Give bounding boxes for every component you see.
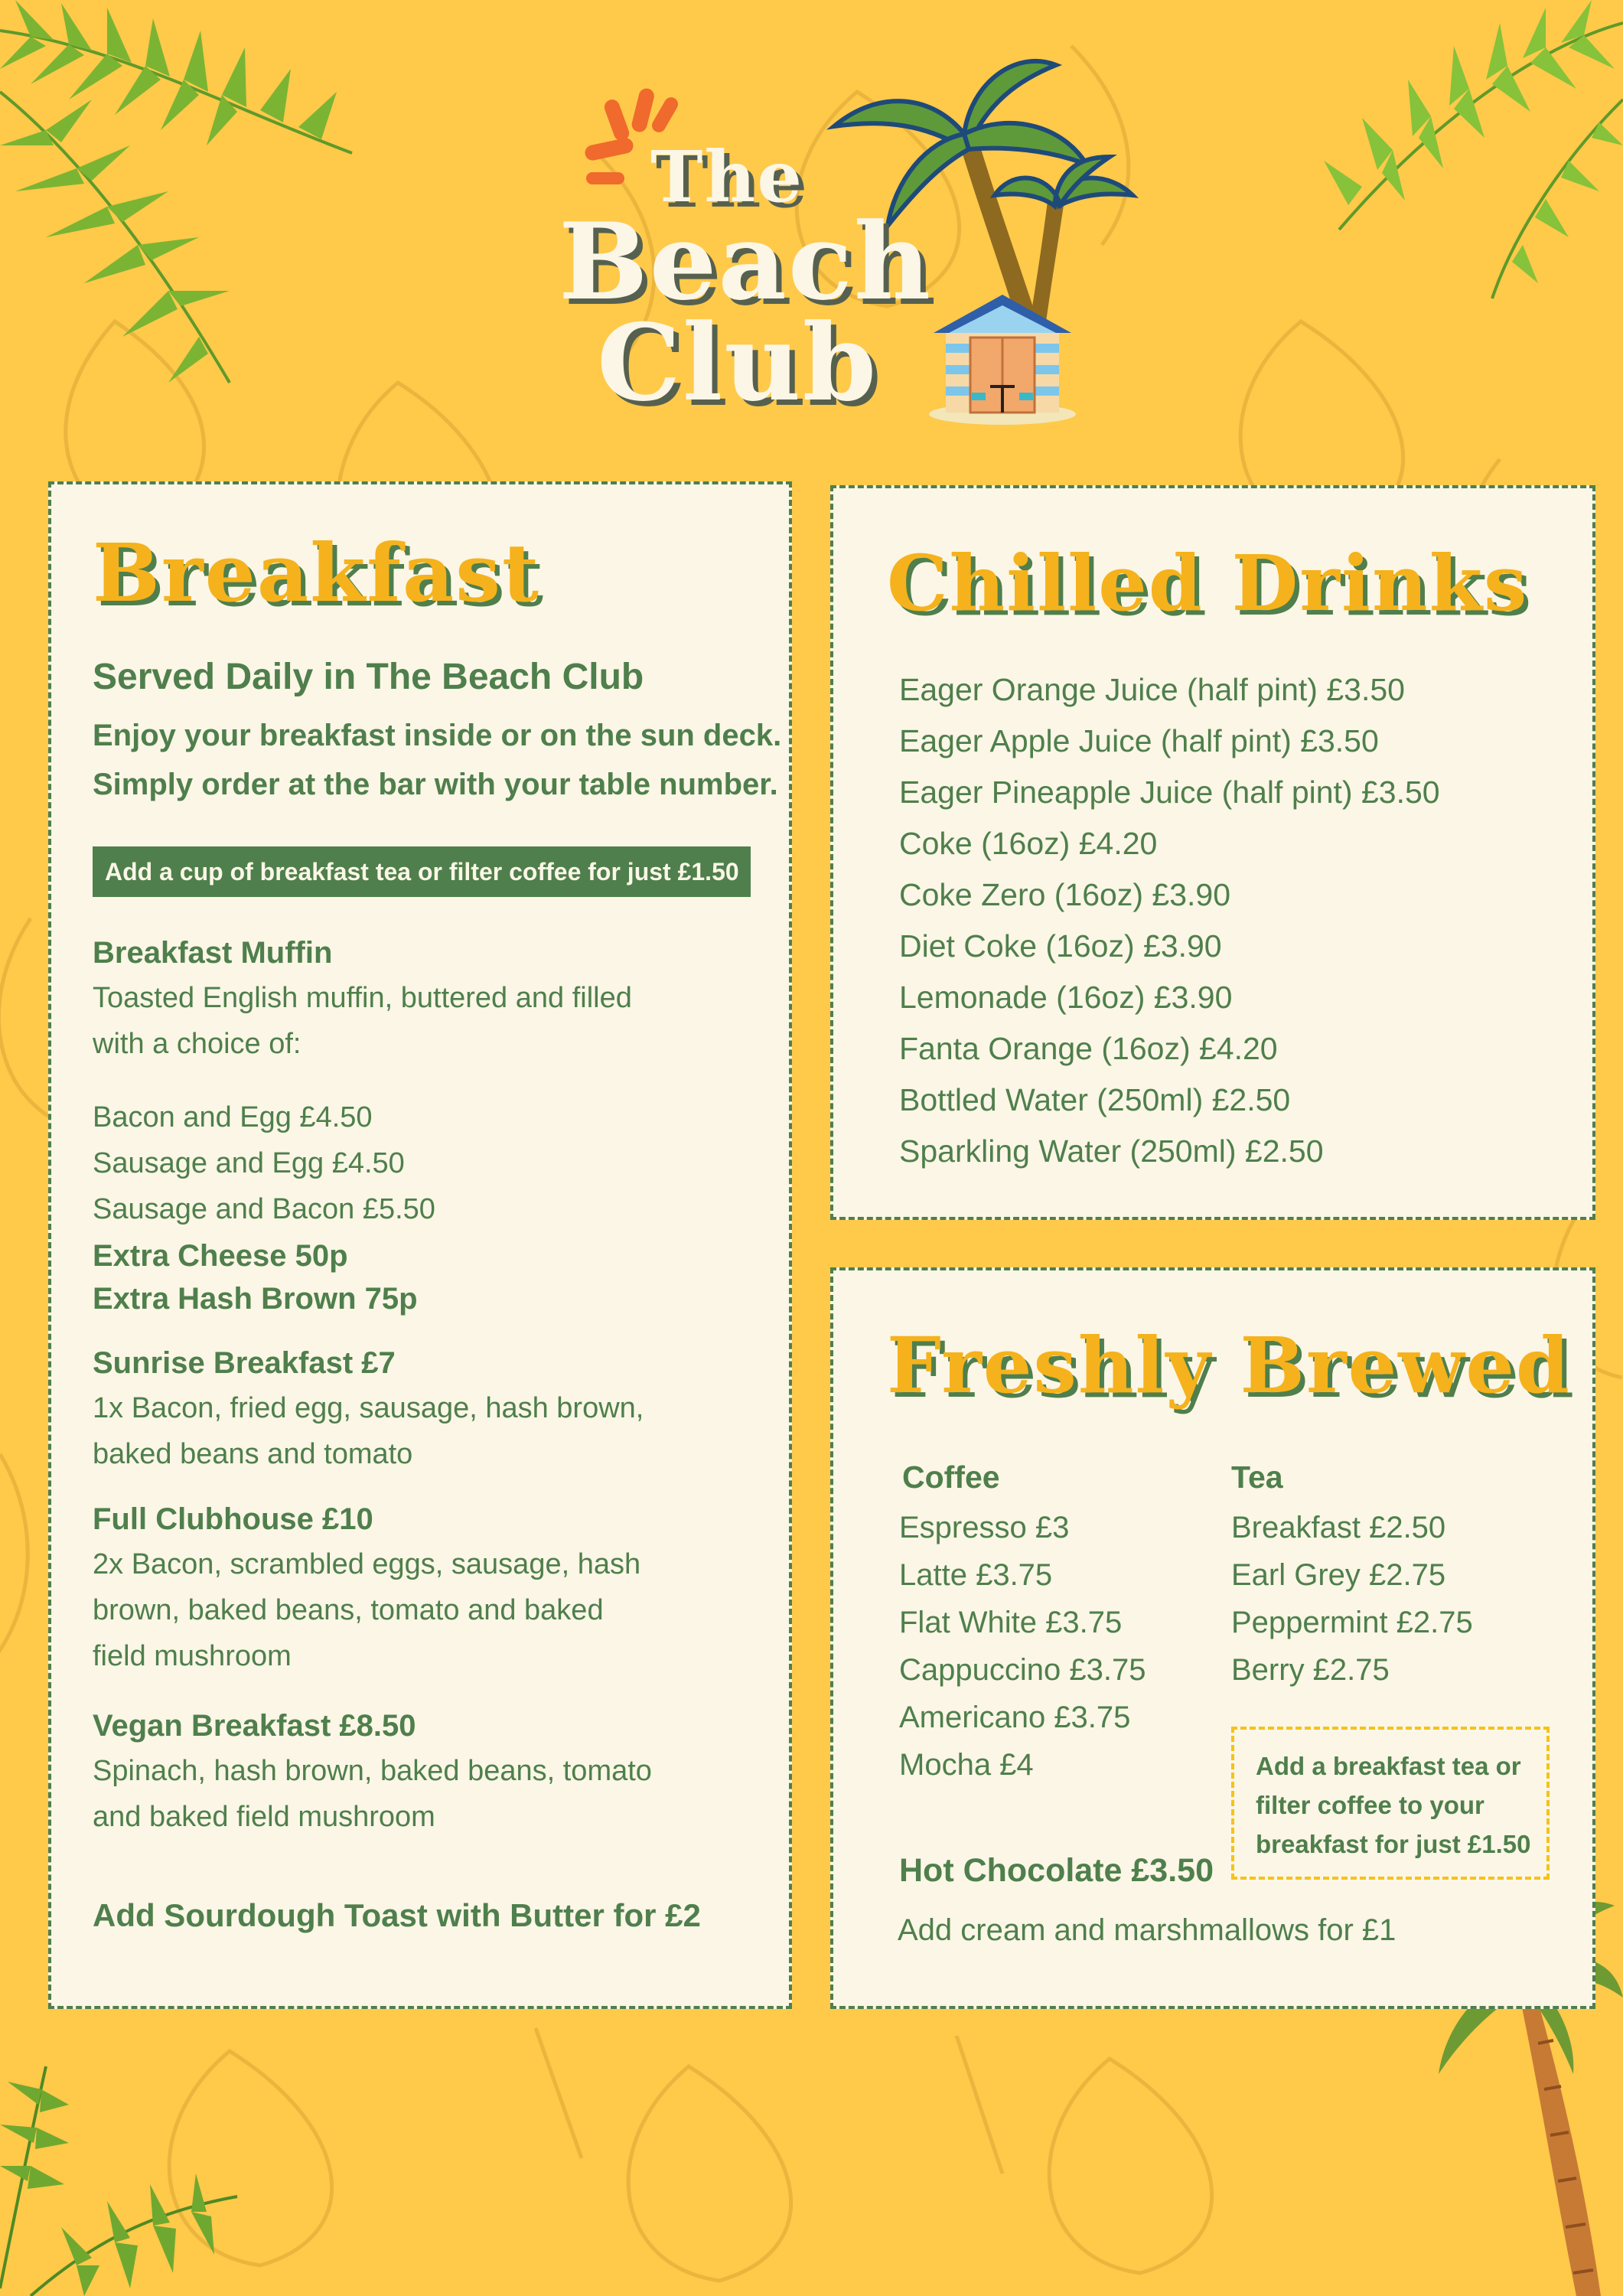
muffin-option: Bacon and Egg £4.50 xyxy=(93,1101,373,1133)
clubhouse-description: field mushroom xyxy=(93,1640,292,1672)
breakfast-intro-line: Enjoy your breakfast inside or on the sun deck. xyxy=(93,719,782,752)
vegan-description: and baked field mushroom xyxy=(93,1801,435,1833)
tea-item: Breakfast £2.50 xyxy=(1231,1511,1446,1544)
coffee-item: Espresso £3 xyxy=(899,1511,1070,1544)
muffin-option: Sausage and Bacon £5.50 xyxy=(93,1193,435,1225)
muffin-heading: Breakfast Muffin xyxy=(93,936,333,970)
tea-list xyxy=(1231,1504,1473,1694)
note-line: breakfast for just £1.50 xyxy=(1256,1830,1531,1858)
breakfast-title: Breakfast xyxy=(93,526,541,620)
freshly-brewed-title: Freshly Brewed xyxy=(887,1320,1571,1411)
sunrise-heading: Sunrise Breakfast £7 xyxy=(93,1346,396,1380)
sunrise-description: baked beans and tomato xyxy=(93,1438,413,1470)
vegan-heading: Vegan Breakfast £8.50 xyxy=(93,1709,416,1743)
breakfast-subtitle: Served Daily in The Beach Club xyxy=(93,657,644,697)
drink-item: Diet Coke (16oz) £3.90 xyxy=(899,928,1222,964)
drink-item: Eager Pineapple Juice (half pint) £3.50 xyxy=(899,775,1440,810)
chilled-drinks-panel xyxy=(830,485,1595,1220)
tea-item: Earl Grey £2.75 xyxy=(1231,1558,1446,1592)
hot-chocolate-note: Add cream and marshmallows for £1 xyxy=(898,1913,1396,1947)
drink-item: Sparkling Water (250ml) £2.50 xyxy=(899,1133,1324,1169)
tea-heading: Tea xyxy=(1231,1459,1283,1495)
logo-word-the: The xyxy=(650,135,803,218)
muffin-option: Sausage and Egg £4.50 xyxy=(93,1147,405,1179)
beach-hut-icon xyxy=(926,287,1079,425)
beach-club-logo xyxy=(536,42,1148,425)
sunrise-description: 1x Bacon, fried egg, sausage, hash brown, xyxy=(93,1392,644,1424)
note-line: filter coffee to your xyxy=(1256,1791,1484,1819)
tea-item: Peppermint £2.75 xyxy=(1231,1606,1473,1639)
drink-item: Coke (16oz) £4.20 xyxy=(899,826,1158,861)
breakfast-intro-line: Simply order at the bar with your table number. xyxy=(93,768,778,801)
clubhouse-heading: Full Clubhouse £10 xyxy=(93,1502,373,1536)
drink-item: Coke Zero (16oz) £3.90 xyxy=(899,877,1231,912)
tea-item: Berry £2.75 xyxy=(1231,1653,1390,1687)
coffee-item: Cappuccino £3.75 xyxy=(899,1653,1146,1687)
drink-item: Fanta Orange (16oz) £4.20 xyxy=(899,1031,1278,1066)
drink-item: Eager Apple Juice (half pint) £3.50 xyxy=(899,723,1379,758)
breakfast-tea-note xyxy=(1231,1727,1550,1880)
palm-leaf-icon xyxy=(0,2059,245,2296)
coffee-item: Flat White £3.75 xyxy=(899,1606,1123,1639)
clubhouse-description: 2x Bacon, scrambled eggs, sausage, hash xyxy=(93,1548,641,1580)
clubhouse-description: brown, baked beans, tomato and baked xyxy=(93,1594,604,1626)
breakfast-panel xyxy=(48,481,792,2009)
coffee-item: Latte £3.75 xyxy=(899,1558,1053,1592)
coffee-item: Mocha £4 xyxy=(899,1748,1034,1782)
note-line: Add a breakfast tea or xyxy=(1256,1752,1521,1780)
muffin-description: Toasted English muffin, buttered and filled xyxy=(93,982,632,1014)
drink-item: Lemonade (16oz) £3.90 xyxy=(899,980,1233,1015)
hot-chocolate-item: Hot Chocolate £3.50 xyxy=(899,1852,1214,1889)
drinks-list xyxy=(899,664,1440,1177)
logo-word-club: Club xyxy=(597,300,878,425)
palm-leaf-icon xyxy=(1263,0,1623,306)
coffee-item: Americano £3.75 xyxy=(899,1701,1131,1734)
coffee-list xyxy=(899,1504,1146,1789)
sourdough-toast-note: Add Sourdough Toast with Butter for £2 xyxy=(93,1897,701,1933)
logo-word-beach: Beach xyxy=(559,199,933,324)
drink-item: Bottled Water (250ml) £2.50 xyxy=(899,1082,1291,1117)
drink-item: Eager Orange Juice (half pint) £3.50 xyxy=(899,672,1405,707)
muffin-description: with a choice of: xyxy=(93,1028,301,1060)
vegan-description: Spinach, hash brown, baked beans, tomato xyxy=(93,1755,652,1787)
muffin-extra: Extra Cheese 50p xyxy=(93,1239,348,1273)
tea-coffee-banner: Add a cup of breakfast tea or filter coffee for just £1.50 xyxy=(93,846,751,897)
palm-leaf-icon xyxy=(0,0,367,398)
muffin-extra: Extra Hash Brown 75p xyxy=(93,1282,418,1316)
chilled-drinks-title: Chilled Drinks xyxy=(887,538,1529,628)
coffee-heading: Coffee xyxy=(902,1459,1000,1495)
freshly-brewed-panel xyxy=(830,1267,1595,2009)
